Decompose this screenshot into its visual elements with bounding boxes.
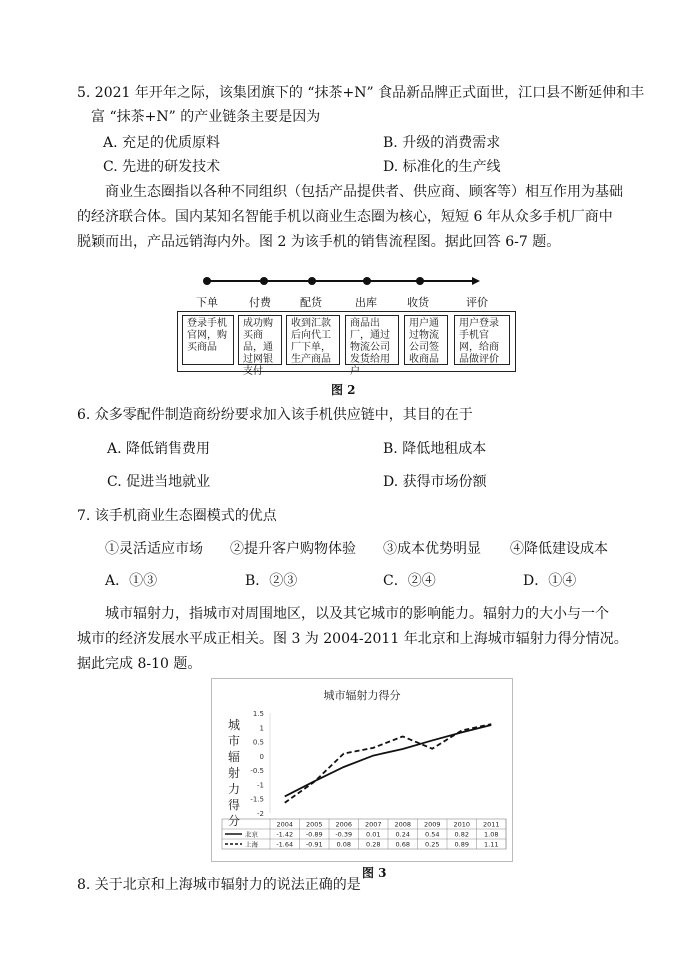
chart-data-label: 0.82 [454, 830, 469, 839]
chart-ylabel-char: 市 [227, 734, 241, 748]
q7-option-b: B．②③ [245, 573, 298, 589]
chart-data-label: 1.11 [484, 840, 499, 849]
chart-ylabel-char: 城 [227, 718, 241, 732]
chart-xtick-label: 2005 [305, 820, 323, 829]
chart-ylabel-char: 得 [227, 798, 241, 812]
figure3-caption: 图 3 [362, 866, 387, 880]
chart-xtick-label: 2008 [394, 820, 412, 829]
flow-dot [308, 277, 316, 285]
q7-option-c: C．②④ [383, 573, 436, 589]
q7-stem: 7. 该手机商业生态圈模式的优点 [77, 508, 277, 524]
chart-data-label: 0.54 [425, 830, 440, 839]
chart-data-label: 0.68 [395, 840, 410, 849]
chart-ylabel-char: 辐 [227, 750, 241, 764]
chart-xtick-label: 2011 [482, 820, 500, 829]
passage2-line1: 城市辐射力，指城市对周围地区，以及其它城市的影响能力。辐射力的大小与一个 [105, 606, 609, 622]
passage1-line2: 的经济联合体。国内某知名智能手机以商业生态圈为核心，短短 6 年从众多手机厂商中 [77, 209, 613, 225]
chart-xtick-label: 2004 [276, 820, 294, 829]
chart-ytick-label: -2 [257, 810, 264, 818]
chart-ytick-label: 0 [259, 752, 264, 761]
flow-label-review: 评价 [466, 296, 488, 309]
q7-option-a: A．①③ [105, 573, 158, 589]
flow-box-order: 登录手机官网，购买商品 [182, 315, 234, 365]
chart-ylabel-char: 力 [227, 782, 241, 796]
flow-box-receive: 用户通过物流公司签收商品 [404, 315, 448, 365]
q8-stem: 8. 关于北京和上海城市辐射力的说法正确的是 [77, 877, 361, 893]
chart-data-label: 0.89 [454, 840, 469, 849]
chart-legend-label: 北京 [245, 830, 258, 839]
flow-dot [416, 277, 424, 285]
flow-box-allocate: 收到汇款后向代工厂下单，生产商品 [286, 315, 340, 365]
q6-option-b: B. 降低地租成本 [383, 441, 487, 457]
chart-ytick-label: -1 [257, 781, 264, 790]
flow-box-review: 用户登录手机官网，给商品做评价 [454, 315, 510, 365]
chart-ytick-label: 1.5 [252, 710, 264, 718]
chart-xtick-label: 2007 [364, 820, 382, 829]
flow-timeline [0, 0, 688, 300]
flow-label-allocate: 配货 [300, 296, 322, 309]
chart-data-label: 0.01 [366, 830, 381, 839]
q7-item-2: ②提升客户购物体验 [230, 541, 356, 557]
chart-data-label: -0.89 [305, 830, 323, 839]
passage1-line3: 脱颖而出，产品远销海内外。图 2 为该手机的销售流程图。据此回答 6-7 题。 [77, 234, 561, 250]
chart-title: 城市辐射力得分 [323, 689, 401, 702]
chart-ylabel-char: 分 [227, 814, 241, 828]
q7-option-d: D．①④ [523, 573, 577, 589]
q5-stem-line1: 5. 2021 年开年之际，该集团旗下的 “抹茶+N” 食品新品牌正式面世，江口县不断延伸和丰 [77, 85, 645, 101]
chart-data-label: 0.25 [425, 840, 440, 849]
chart-series-line-shanghai [285, 724, 492, 803]
chart-ytick-label: 0.5 [252, 738, 264, 747]
flow-box-outbound: 商品出厂，通过物流公司发货给用户 [345, 315, 399, 365]
chart-ytick-label: -0.5 [250, 767, 264, 776]
chart-ylabel [228, 718, 240, 828]
chart-data-label: 0.28 [366, 840, 381, 849]
figure2-caption: 图 2 [331, 383, 356, 397]
flow-label-pay: 付费 [249, 296, 271, 309]
flow-box-pay: 成功购买商品，通过网银支付 [238, 315, 282, 365]
chart-data-label: -0.39 [335, 830, 353, 839]
flow-label-receive: 收货 [407, 296, 429, 309]
q7-item-1: ①灵活适应市场 [105, 541, 203, 557]
chart-xtick-label: 2010 [453, 820, 471, 829]
chart-data-label: 0.08 [336, 840, 351, 849]
flow-dot [363, 277, 371, 285]
q6-option-c: C. 促进当地就业 [107, 474, 211, 490]
q6-option-a: A. 降低销售费用 [107, 441, 211, 457]
chart-xtick-label: 2006 [335, 820, 353, 829]
q5-stem-line2: 富 “抹茶+N” 的产业链条主要是因为 [91, 109, 321, 125]
chart-xtick-label: 2009 [423, 820, 441, 829]
passage2-line2: 城市的经济发展水平成正相关。图 3 为 2004-2011 年北京和上海城市辐射力得分情况。 [77, 631, 628, 647]
chart-data-label: 0.24 [395, 830, 410, 839]
chart-data-label: -1.64 [276, 840, 294, 849]
q5-option-d: D. 标准化的生产线 [383, 159, 501, 175]
q6-stem: 6. 众多零配件制造商纷纷要求加入该手机供应链中，其目的在于 [77, 407, 473, 423]
radiation-chart [211, 678, 513, 862]
flow-label-outbound: 出库 [355, 296, 377, 309]
chart-ytick-label: -1.5 [250, 795, 264, 804]
q6-option-d: D. 获得市场份额 [383, 474, 487, 490]
chart-ylabel-char: 射 [227, 766, 241, 780]
passage1-line1: 商业生态圈指以各种不同组织（包括产品提供者、供应商、顾客等）相互作用为基础 [105, 184, 623, 200]
q7-item-3: ③成本优势明显 [383, 541, 481, 557]
chart-data-label: 1.08 [484, 830, 499, 839]
flow-dot [203, 277, 211, 285]
chart-legend-label: 上海 [245, 840, 258, 849]
q5-option-a: A. 充足的优质原料 [103, 135, 221, 151]
radiation-chart-svg [212, 679, 512, 861]
q5-option-b: B. 升级的消费需求 [383, 135, 501, 151]
q7-item-4: ④降低建设成本 [510, 541, 608, 557]
q5-option-c: C. 先进的研发技术 [103, 159, 221, 175]
chart-data-label: -0.91 [305, 840, 323, 849]
flow-label-order: 下单 [196, 296, 218, 309]
flow-dot [260, 277, 268, 285]
chart-ytick-label: 1 [259, 724, 264, 733]
chart-data-label: -1.42 [276, 830, 294, 839]
passage2-line3: 据此完成 8-10 题。 [77, 656, 202, 672]
chart-series-line-beijing [285, 725, 492, 796]
